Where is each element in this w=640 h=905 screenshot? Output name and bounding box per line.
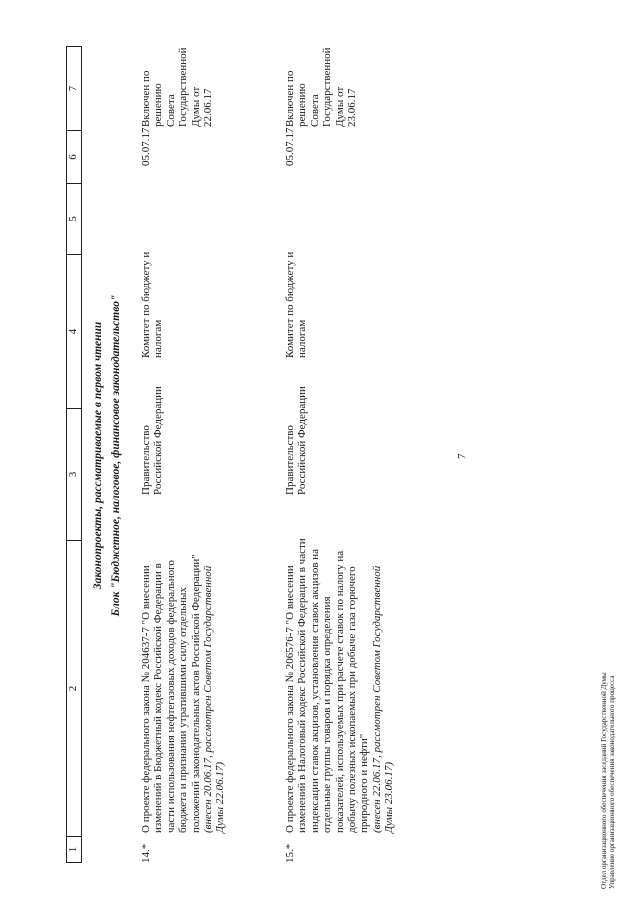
- column-header-2: 2: [67, 540, 81, 836]
- bill-description: [284, 537, 396, 833]
- block-title: Блок "Бюджетное, налоговое, финансовое законодательство": [110, 294, 122, 617]
- footer-line-1: Отдел организационного обеспечения заседаний Государственной Думы: [600, 672, 608, 889]
- column-header-5: 5: [67, 183, 81, 254]
- footer: [600, 672, 616, 889]
- bill-note: (внесен 20.06.17, рассмотрен Советом Государственной Думы 22.06.17): [202, 565, 227, 833]
- footer-line-2: Управление организационного обеспечения законодательного процесса: [608, 675, 616, 889]
- bill-description: [140, 537, 227, 833]
- bill-author: Правительство Российской Федерации: [140, 386, 165, 495]
- row-number: 14.*: [140, 843, 152, 863]
- responsible-committee: Комитет по бюджету и налогам: [140, 251, 165, 358]
- column-header-6: 6: [67, 130, 81, 183]
- bill-author: Правительство Российской Федерации: [284, 386, 309, 495]
- column-header-7: 7: [67, 85, 79, 92]
- responsible-committee: Комитет по бюджету и налогам: [284, 251, 309, 358]
- inclusion-status: Включен по решению Совета Государственной Думы от 22.06.17: [140, 47, 215, 127]
- review-date: 05.07.17: [140, 127, 152, 166]
- bill-note: (внесен 22.06.17, рассмотрен Советом Государственной Думы 23.06.17): [370, 565, 396, 833]
- inclusion-status: Включен по решению Совета Государственной Думы от 23.06.17: [284, 47, 359, 127]
- section-title: Законопроекты, рассматриваемые в первом чтении: [92, 321, 104, 590]
- column-header-4: 4: [67, 254, 81, 408]
- bill-title: О проекте федерального закона № 204637-7 "О внесении изменений в Бюджетный кодекс Российской Федерации в части использования нефтегазовых доходов федерального бюджета и признании утратившими силу отдельных положений законодательных актов Российской Федерации": [140, 554, 202, 833]
- row-number: 15.*: [284, 843, 296, 863]
- column-header-3: 3: [67, 408, 81, 540]
- column-header-1: 1: [67, 836, 81, 862]
- bill-title: О проекте федерального закона № 206576-7 "О внесении изменений в Налоговый кодекс Российской Федерации в части индексации ставок акцизов, установления ставок акцизов на отдельные группы товаров и порядка определения показателей, используемых при расчете ставок по налогу на добычу полезных ископаемых при добыче газа горючего природного и нефти": [284, 538, 371, 833]
- column-header-table: [66, 46, 82, 863]
- page-number: 7: [456, 453, 468, 459]
- review-date: 05.07.17: [284, 127, 296, 166]
